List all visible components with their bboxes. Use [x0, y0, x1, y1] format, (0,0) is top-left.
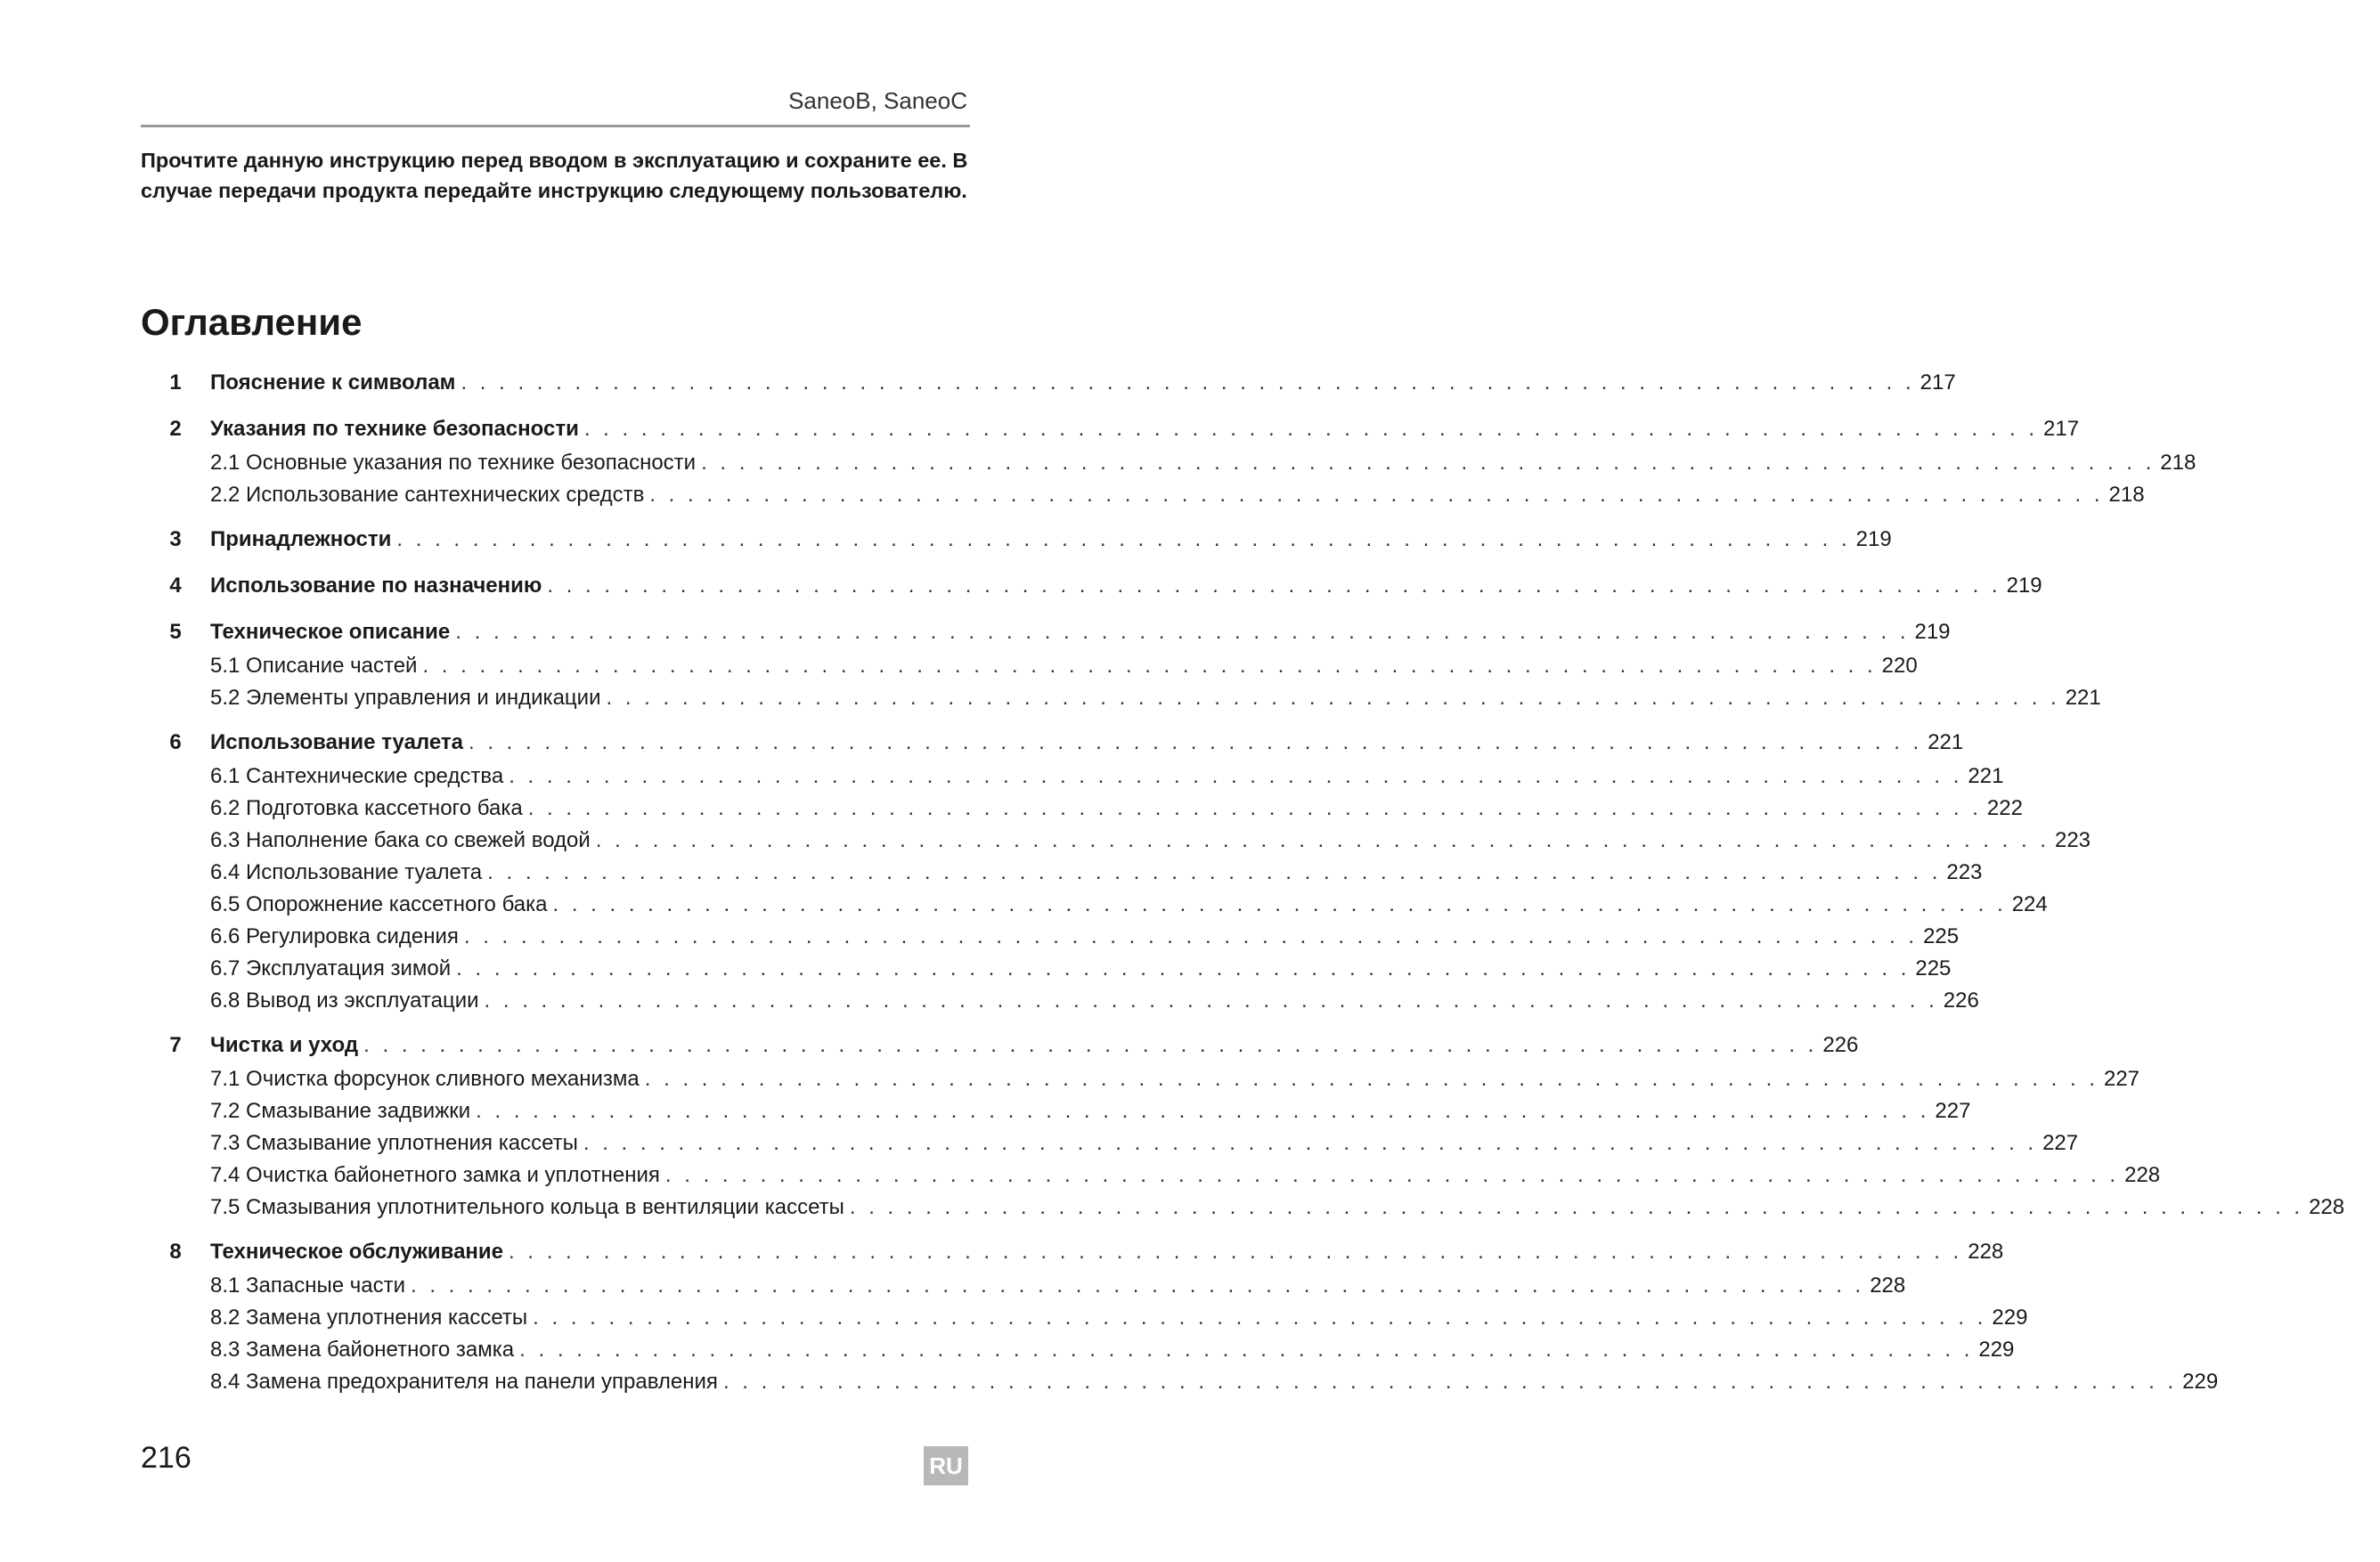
toc-leader-dots: . . . . . . . . . . . . . . . . . . . . . . . . . . . . . . . . . . . . . . . . . . . . . . . . . . . . . . . . . . . . . . . . . . . . . . . . . . . . . [509, 764, 1963, 788]
toc-chapter-row[interactable] [141, 1234, 2004, 1270]
toc-leader-dots: . . . . . . . . . . . . . . . . . . . . . . . . . . . . . . . . . . . . . . . . . . . . . . . . . . . . . . . . . . . . . . . . . . . . . . . . . . . . . [519, 1338, 1974, 1362]
toc-leader-dots: . . . . . . . . . . . . . . . . . . . . . . . . . . . . . . . . . . . . . . . . . . . . . . . . . . . . . . . . . . . . . . . . . . . . . . . . . . . . . [583, 1131, 2038, 1155]
toc-leader-dots: . . . . . . . . . . . . . . . . . . . . . . . . . . . . . . . . . . . . . . . . . . . . . . . . . . . . . . . . . . . . . . . . . . . . . . . . . . . . . [722, 1370, 2178, 1394]
toc-subsection-title: 7.1 Очистка форсунок сливного механизма [210, 1067, 640, 1091]
toc-chapter-row[interactable] [141, 365, 1956, 401]
toc-subsection-row[interactable] [141, 1334, 2015, 1366]
toc-chapter-row[interactable] [141, 725, 1964, 761]
toc-chapter-section [141, 614, 2101, 714]
toc-subsection-page: 221 [1968, 764, 2004, 788]
toc-subsection-title: 8.1 Запасные части [210, 1273, 405, 1298]
toc-subsection-row[interactable] [141, 1302, 2028, 1334]
toc-subsection-page: 227 [2103, 1067, 2140, 1091]
toc-subsection-page: 228 [2124, 1163, 2161, 1187]
toc-leader-dots: . . . . . . . . . . . . . . . . . . . . . . . . . . . . . . . . . . . . . . . . . . . . . . . . . . . . . . . . . . . . . . . . . . . . . . . . . . . . . [649, 483, 2104, 507]
toc-subsection-page: 218 [2160, 451, 2197, 475]
toc-chapter-title: Использование туалета [210, 730, 463, 754]
toc-chapter-page: 219 [2006, 574, 2042, 598]
header-divider [141, 125, 970, 127]
toc-leader-dots: . . . . . . . . . . . . . . . . . . . . . . . . . . . . . . . . . . . . . . . . . . . . . . . . . . . . . . . . . . . . . . . . . . . . . . . . . . . . . [644, 1067, 2099, 1091]
toc-subsection-row[interactable] [141, 889, 2048, 921]
toc-leader-dots: . . . . . . . . . . . . . . . . . . . . . . . . . . . . . . . . . . . . . . . . . . . . . . . . . . . . . . . . . . . . . . . . . . . . . . . . . . . . . [595, 828, 2050, 852]
toc-subsection-row[interactable] [141, 682, 2101, 714]
toc-subsection-row[interactable] [141, 1192, 2345, 1224]
toc-leader-dots: . . . . . . . . . . . . . . . . . . . . . . . . . . . . . . . . . . . . . . . . . . . . . . . . . . . . . . . . . . . . . . . . . . . . . . . . . . . . . [484, 988, 1938, 1013]
toc-leader-dots: . . . . . . . . . . . . . . . . . . . . . . . . . . . . . . . . . . . . . . . . . . . . . . . . . . . . . . . . . . . . . . . . . . . . . . . . . . . . . [363, 1033, 1818, 1057]
toc-subsection-title: 2.1 Основные указания по технике безопасности [210, 451, 697, 475]
intro-notice: Прочтите данную инструкцию перед вводом в эксплуатацию и сохраните ее. В случае передачи продукта передайте инструкцию следующему пользователю. [141, 149, 968, 202]
toc-chapter-page: 219 [1855, 527, 1892, 551]
toc-chapter-row[interactable] [141, 614, 1951, 650]
toc-subsection-row[interactable] [141, 1127, 2079, 1159]
toc-chapter-number: 4 [169, 574, 182, 598]
toc-subsection-row[interactable] [141, 985, 1979, 1017]
toc-subsection-title: 5.2 Элементы управления и индикации [210, 686, 601, 710]
toc-chapter-row[interactable] [141, 568, 2042, 604]
toc-subsection-row[interactable] [141, 921, 1960, 953]
toc-leader-dots: . . . . . . . . . . . . . . . . . . . . . . . . . . . . . . . . . . . . . . . . . . . . . . . . . . . . . . . . . . . . . . . . . . . . . . . . . . . . . [487, 860, 1942, 884]
toc-leader-dots: . . . . . . . . . . . . . . . . . . . . . . . . . . . . . . . . . . . . . . . . . . . . . . . . . . . . . . . . . . . . . . . . . . . . . . . . . . . . . [533, 1306, 1987, 1330]
toc-subsection-row[interactable] [141, 1270, 1906, 1302]
toc-leader-dots: . . . . . . . . . . . . . . . . . . . . . . . . . . . . . . . . . . . . . . . . . . . . . . . . . . . . . . . . . . . . . . . . . . . . . . . . . . . . . [849, 1195, 2304, 1219]
toc-leader-dots: . . . . . . . . . . . . . . . . . . . . . . . . . . . . . . . . . . . . . . . . . . . . . . . . . . . . . . . . . . . . . . . . . . . . . . . . . . . . . [509, 1240, 1963, 1264]
toc-subsection-page: 225 [1915, 956, 1952, 980]
toc-chapter-number: 1 [169, 370, 182, 395]
toc-subsection-page: 223 [2054, 828, 2091, 852]
running-header: SaneoB, SaneoC [788, 87, 967, 114]
toc-leader-dots: . . . . . . . . . . . . . . . . . . . . . . . . . . . . . . . . . . . . . . . . . . . . . . . . . . . . . . . . . . . . . . . . . . . . . . . . . . . . . [469, 730, 1923, 754]
toc-leader-dots: . . . . . . . . . . . . . . . . . . . . . . . . . . . . . . . . . . . . . . . . . . . . . . . . . . . . . . . . . . . . . . . . . . . . . . . . . . . . . [606, 686, 2060, 710]
toc-subsection-row[interactable] [141, 825, 2091, 857]
toc-subsection-title: 8.3 Замена байонетного замка [210, 1338, 515, 1362]
toc-subsection-page: 224 [2011, 892, 2048, 916]
toc-subsection-title: 8.2 Замена уплотнения кассеты [210, 1306, 528, 1330]
toc-chapter-section [141, 1028, 2345, 1224]
toc-subsection-page: 226 [1943, 988, 1979, 1013]
toc-subsection-row[interactable] [141, 1159, 2161, 1192]
toc-subsection-title: 6.5 Опорожнение кассетного бака [210, 892, 548, 916]
toc-subsection-title: 7.5 Смазывания уплотнительного кольца в вентиляции кассеты [210, 1195, 844, 1219]
toc-subsection-title: 6.4 Использование туалета [210, 860, 483, 884]
language-badge: RU [924, 1446, 968, 1485]
toc-chapter-section [141, 365, 1956, 401]
toc-chapter-row[interactable] [141, 522, 1892, 557]
toc-chapter-page: 228 [1968, 1240, 2004, 1264]
toc-subsection-row[interactable] [141, 793, 2023, 825]
toc-subsection-title: 5.1 Описание частей [210, 654, 418, 678]
toc-chapter-page: 221 [1928, 730, 1964, 754]
toc-subsection-page: 229 [1992, 1306, 2028, 1330]
toc-subsection-page: 227 [2042, 1131, 2079, 1155]
toc-chapter-number: 6 [169, 730, 182, 754]
toc-leader-dots: . . . . . . . . . . . . . . . . . . . . . . . . . . . . . . . . . . . . . . . . . . . . . . . . . . . . . . . . . . . . . . . . . . . . . . . . . . . . . [461, 370, 1915, 395]
toc-chapter-section [141, 568, 2042, 604]
toc-chapter-number: 3 [169, 527, 182, 551]
toc-subsection-page: 221 [2065, 686, 2101, 710]
toc-leader-dots: . . . . . . . . . . . . . . . . . . . . . . . . . . . . . . . . . . . . . . . . . . . . . . . . . . . . . . . . . . . . . . . . . . . . . . . . . . . . . [583, 417, 2039, 441]
toc-chapter-title: Техническое обслуживание [210, 1240, 504, 1264]
toc-chapter-number: 7 [169, 1033, 182, 1057]
toc-subsection-title: 6.2 Подготовка кассетного бака [210, 796, 523, 820]
toc-subsection-title: 7.4 Очистка байонетного замка и уплотнения [210, 1163, 660, 1187]
toc-subsection-title: 6.8 Вывод из эксплуатации [210, 988, 479, 1013]
toc-leader-dots: . . . . . . . . . . . . . . . . . . . . . . . . . . . . . . . . . . . . . . . . . . . . . . . . . . . . . . . . . . . . . . . . . . . . . . . . . . . . . [455, 620, 1910, 644]
toc-subsection-title: 7.3 Смазывание уплотнения кассеты [210, 1131, 578, 1155]
toc-subsection-title: 2.2 Использование сантехнических средств [210, 483, 645, 507]
toc-chapter-title: Техническое описание [210, 620, 451, 644]
toc-subsection-page: 222 [1986, 796, 2023, 820]
toc-subsection-page: 223 [1946, 860, 1983, 884]
toc-subsection-page: 229 [1978, 1338, 2015, 1362]
toc-chapter-section [141, 522, 1892, 557]
toc-subsection-row[interactable] [141, 761, 2004, 793]
toc-subsection-row[interactable] [141, 953, 1952, 985]
toc-chapter-title: Указания по технике безопасности [210, 417, 579, 441]
toc-subsection-title: 6.1 Сантехнические средства [210, 764, 504, 788]
toc-subsection-row[interactable] [141, 447, 2197, 479]
toc-subsection-page: 228 [2309, 1195, 2345, 1219]
toc-subsection-page: 228 [1870, 1273, 1906, 1298]
toc-leader-dots: . . . . . . . . . . . . . . . . . . . . . . . . . . . . . . . . . . . . . . . . . . . . . . . . . . . . . . . . . . . . . . . . . . . . . . . . . . . . . [422, 654, 1877, 678]
toc-leader-dots: . . . . . . . . . . . . . . . . . . . . . . . . . . . . . . . . . . . . . . . . . . . . . . . . . . . . . . . . . . . . . . . . . . . . . . . . . . . . . [527, 796, 1982, 820]
toc-leader-dots: . . . . . . . . . . . . . . . . . . . . . . . . . . . . . . . . . . . . . . . . . . . . . . . . . . . . . . . . . . . . . . . . . . . . . . . . . . . . . [463, 924, 1919, 948]
toc-chapter-row[interactable] [141, 411, 2080, 447]
toc-chapter-page: 219 [1914, 620, 1951, 644]
toc-leader-dots: . . . . . . . . . . . . . . . . . . . . . . . . . . . . . . . . . . . . . . . . . . . . . . . . . . . . . . . . . . . . . . . . . . . . . . . . . . . . . [411, 1273, 1865, 1298]
toc-subsection-title: 6.3 Наполнение бака со свежей водой [210, 828, 591, 852]
toc-chapter-number: 2 [169, 417, 182, 441]
toc-subsection-page: 218 [2108, 483, 2145, 507]
toc-leader-dots: . . . . . . . . . . . . . . . . . . . . . . . . . . . . . . . . . . . . . . . . . . . . . . . . . . . . . . . . . . . . . . . . . . . . . . . . . . . . . [456, 956, 1911, 980]
toc-leader-dots: . . . . . . . . . . . . . . . . . . . . . . . . . . . . . . . . . . . . . . . . . . . . . . . . . . . . . . . . . . . . . . . . . . . . . . . . . . . . . [547, 574, 2001, 598]
toc-chapter-number: 5 [169, 620, 182, 644]
table-of-contents [141, 365, 2345, 1409]
toc-leader-dots: . . . . . . . . . . . . . . . . . . . . . . . . . . . . . . . . . . . . . . . . . . . . . . . . . . . . . . . . . . . . . . . . . . . . . . . . . . . . . [664, 1163, 2120, 1187]
toc-subsection-row[interactable] [141, 1366, 2219, 1398]
toc-subsection-title: 6.6 Регулировка сидения [210, 924, 459, 948]
toc-subsection-title: 8.4 Замена предохранителя на панели управления [210, 1370, 718, 1394]
toc-chapter-section [141, 411, 2197, 511]
toc-chapter-title: Чистка и уход [210, 1033, 359, 1057]
toc-subsection-title: 7.2 Смазывание задвижки [210, 1099, 471, 1123]
toc-subsection-title: 6.7 Эксплуатация зимой [210, 956, 452, 980]
toc-leader-dots: . . . . . . . . . . . . . . . . . . . . . . . . . . . . . . . . . . . . . . . . . . . . . . . . . . . . . . . . . . . . . . . . . . . . . . . . . . . . . [396, 527, 1851, 551]
toc-chapter-row[interactable] [141, 1028, 1859, 1063]
toc-leader-dots: . . . . . . . . . . . . . . . . . . . . . . . . . . . . . . . . . . . . . . . . . . . . . . . . . . . . . . . . . . . . . . . . . . . . . . . . . . . . . [552, 892, 2007, 916]
toc-chapter-page: 217 [1919, 370, 1956, 395]
toc-subsection-row[interactable] [141, 1063, 2140, 1095]
toc-chapter-section [141, 725, 2091, 1017]
toc-chapter-page: 217 [2043, 417, 2080, 441]
toc-subsection-page: 225 [1923, 924, 1960, 948]
page-number: 216 [141, 1441, 192, 1475]
toc-chapter-section [141, 1234, 2219, 1398]
toc-subsection-page: 227 [1935, 1099, 1971, 1123]
toc-chapter-number: 8 [169, 1240, 182, 1264]
toc-chapter-title: Использование по назначению [210, 574, 542, 598]
toc-subsection-row[interactable] [141, 479, 2145, 511]
toc-subsection-page: 220 [1881, 654, 1918, 678]
toc-subsection-row[interactable] [141, 857, 1983, 889]
toc-subsection-row[interactable] [141, 1095, 1971, 1127]
toc-chapter-page: 226 [1822, 1033, 1859, 1057]
toc-subsection-page: 229 [2182, 1370, 2219, 1394]
toc-leader-dots: . . . . . . . . . . . . . . . . . . . . . . . . . . . . . . . . . . . . . . . . . . . . . . . . . . . . . . . . . . . . . . . . . . . . . . . . . . . . . [476, 1099, 1930, 1123]
toc-leader-dots: . . . . . . . . . . . . . . . . . . . . . . . . . . . . . . . . . . . . . . . . . . . . . . . . . . . . . . . . . . . . . . . . . . . . . . . . . . . . . [701, 451, 2156, 475]
toc-chapter-title: Принадлежности [210, 527, 392, 551]
toc-subsection-row[interactable] [141, 650, 1918, 682]
toc-chapter-title: Пояснение к символам [210, 370, 456, 395]
toc-heading: Оглавление [141, 301, 363, 343]
